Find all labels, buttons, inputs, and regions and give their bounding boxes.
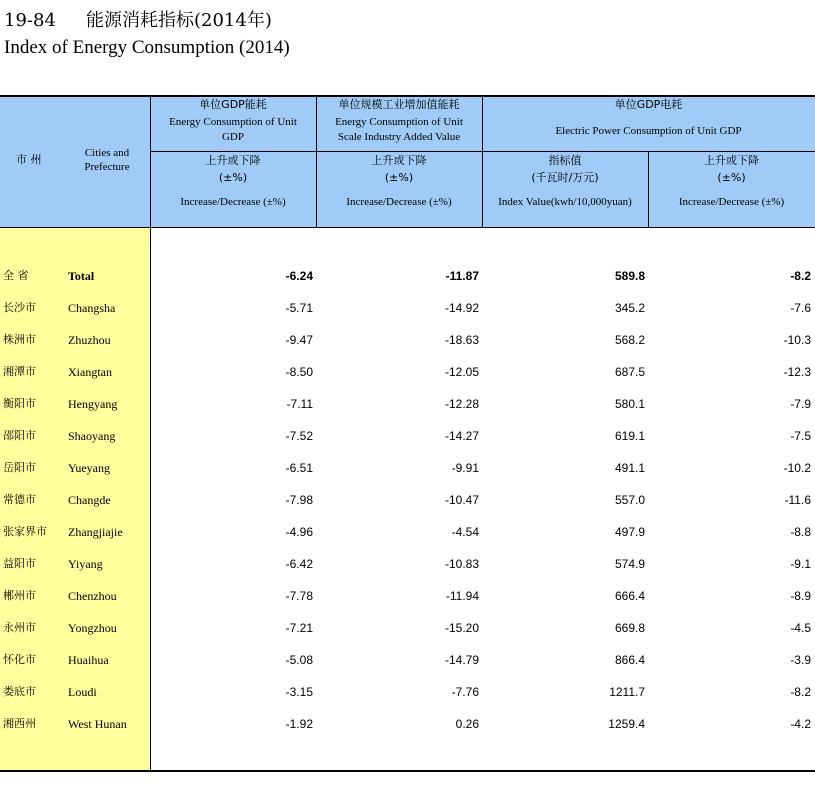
industry-energy-change: -7.76 xyxy=(451,685,479,699)
city-name-cn: 郴州市 xyxy=(3,589,36,602)
gdp-energy-change: -7.11 xyxy=(286,397,313,411)
gdp-power-index: 345.2 xyxy=(614,301,645,315)
gdp-energy-change: -5.08 xyxy=(285,653,313,667)
city-name-en: Changsha xyxy=(68,301,116,315)
gdp-energy-change: -7.78 xyxy=(285,589,313,603)
gdp-power-change: -7.9 xyxy=(790,397,811,411)
industry-energy-change: -14.27 xyxy=(444,429,479,443)
gdp-energy-change: -7.98 xyxy=(285,493,313,507)
table-number: 19-84 xyxy=(4,10,56,31)
city-name-cn: 湘西州 xyxy=(3,717,36,730)
gdp-power-index: 580.1 xyxy=(614,397,645,411)
city-name-en: Yiyang xyxy=(68,557,103,571)
gdp-energy-change: -1.92 xyxy=(285,717,313,731)
city-name-en: Changde xyxy=(68,493,111,507)
title-cn-text: 能源消耗指标(2014年) xyxy=(86,10,272,31)
city-name-en: Hengyang xyxy=(68,397,118,411)
gdp-power-index: 491.1 xyxy=(614,461,645,475)
gdp-power-index: 574.9 xyxy=(614,557,645,571)
gdp-energy-change: -4.96 xyxy=(285,525,313,539)
subheader-change-3: 上升或下降 (±%) Increase/Decrease (±%) xyxy=(678,154,785,208)
gdp-power-change: -7.5 xyxy=(790,429,811,443)
table-row xyxy=(0,324,815,356)
city-name-en: Chenzhou xyxy=(68,589,117,603)
gdp-power-index: 619.1 xyxy=(614,429,645,443)
city-name-cn: 邵阳市 xyxy=(3,429,36,442)
industry-energy-change: -9.91 xyxy=(451,461,479,475)
table-row xyxy=(0,420,815,452)
gdp-power-index: 557.0 xyxy=(614,493,645,507)
header-group-gdp-energy: 单位GDP能耗 Energy Consumption of Unit GDP xyxy=(169,98,297,143)
industry-energy-change: -4.54 xyxy=(451,525,479,539)
table-row xyxy=(0,612,815,644)
city-name-en: Shaoyang xyxy=(68,429,116,443)
city-name-en: Xiangtan xyxy=(68,365,112,379)
gdp-power-index: 687.5 xyxy=(614,365,645,379)
gdp-power-index: 1211.7 xyxy=(609,685,645,699)
gdp-power-change: -10.3 xyxy=(783,333,811,347)
table-bottom-rule xyxy=(0,770,815,772)
gdp-power-change: -8.2 xyxy=(790,269,811,283)
table-row-total xyxy=(0,260,815,292)
gdp-power-index: 669.8 xyxy=(614,621,645,635)
table-top-rule xyxy=(0,95,815,97)
gdp-power-index: 666.4 xyxy=(614,589,645,603)
gdp-energy-change: -3.15 xyxy=(285,685,313,699)
city-name-cn: 张家界市 xyxy=(3,525,47,538)
city-name-en: Zhangjiajie xyxy=(68,525,123,539)
gdp-energy-change: -6.24 xyxy=(285,269,313,283)
city-name-cn: 怀化市 xyxy=(3,653,36,666)
industry-energy-change: -14.92 xyxy=(444,301,479,315)
page-title-en: Index of Energy Consumption (2014) xyxy=(4,37,290,58)
gdp-power-index: 589.8 xyxy=(614,269,645,283)
table-row xyxy=(0,452,815,484)
city-name-cn: 衡阳市 xyxy=(3,397,36,410)
city-name-en: Loudi xyxy=(68,685,97,699)
table-row xyxy=(0,484,815,516)
gdp-power-change: -10.2 xyxy=(783,461,811,475)
gdp-power-change: -3.9 xyxy=(790,653,811,667)
industry-energy-change: -14.79 xyxy=(444,653,479,667)
industry-energy-change: -10.47 xyxy=(444,493,479,507)
gdp-power-change: -9.1 xyxy=(790,557,811,571)
gdp-energy-change: -7.21 xyxy=(285,621,313,635)
gdp-power-index: 497.9 xyxy=(614,525,645,539)
subheader-index-value: 指标值 (千瓦时/万元) Index Value(kwh/10,000yuan) xyxy=(498,154,632,208)
table-row xyxy=(0,580,815,612)
city-name-cn: 常德市 xyxy=(3,493,36,506)
industry-energy-change: -18.63 xyxy=(444,333,479,347)
gdp-power-change: -8.9 xyxy=(790,589,811,603)
city-name-cn: 全 省 xyxy=(3,269,29,282)
city-name-cn: 株洲市 xyxy=(3,333,36,346)
industry-energy-change: -15.20 xyxy=(444,621,479,635)
table-row xyxy=(0,644,815,676)
table-row xyxy=(0,292,815,324)
page-title-cn xyxy=(4,6,272,32)
city-name-cn: 湘潭市 xyxy=(3,365,36,378)
gdp-power-change: -7.6 xyxy=(790,301,811,315)
table-row xyxy=(0,548,815,580)
header-bottom-rule xyxy=(0,227,815,228)
industry-energy-change: 0.26 xyxy=(455,717,479,731)
gdp-power-index: 1259.4 xyxy=(608,717,645,731)
industry-energy-change: -12.05 xyxy=(444,365,479,379)
header-group-industry-energy: 单位规模工业增加值能耗 Energy Consumption of Unit Scale Industry Added Value xyxy=(335,98,463,143)
gdp-energy-change: -9.47 xyxy=(285,333,313,347)
industry-energy-change: -11.94 xyxy=(445,589,479,603)
gdp-power-change: -8.8 xyxy=(790,525,811,539)
subheader-change-1: 上升或下降 (±%) Increase/Decrease (±%) xyxy=(180,154,286,208)
city-name-cn: 永州市 xyxy=(3,621,36,634)
gdp-energy-change: -5.71 xyxy=(285,301,313,315)
gdp-power-index: 866.4 xyxy=(614,653,645,667)
table-row xyxy=(0,676,815,708)
gdp-energy-change: -6.42 xyxy=(285,557,313,571)
city-name-en: Yongzhou xyxy=(68,621,117,635)
gdp-power-change: -4.5 xyxy=(790,621,811,635)
gdp-energy-change: -6.51 xyxy=(285,461,313,475)
table-row xyxy=(0,708,815,740)
table-row xyxy=(0,356,815,388)
header-city-cn: 市 州 xyxy=(16,153,42,166)
header-city-en: Cities and Prefecture xyxy=(84,147,130,174)
city-name-cn: 长沙市 xyxy=(3,301,36,314)
gdp-power-index: 568.2 xyxy=(614,333,645,347)
city-name-en: Total xyxy=(68,269,95,283)
industry-energy-change: -12.28 xyxy=(444,397,479,411)
industry-energy-change: -10.83 xyxy=(444,557,479,571)
city-name-en: West Hunan xyxy=(68,717,127,731)
gdp-power-change: -12.3 xyxy=(783,365,811,379)
gdp-power-change: -11.6 xyxy=(784,493,811,507)
city-name-cn: 娄底市 xyxy=(3,685,36,698)
table-row xyxy=(0,516,815,548)
gdp-power-change: -4.2 xyxy=(790,717,811,731)
city-name-cn: 岳阳市 xyxy=(3,461,36,474)
city-name-en: Zhuzhou xyxy=(68,333,111,347)
header-group-gdp-power: 单位GDP电耗 Electric Power Consumption of Unit GDP xyxy=(555,98,742,138)
table-row xyxy=(0,388,815,420)
industry-energy-change: -11.87 xyxy=(445,269,479,283)
city-name-en: Yueyang xyxy=(68,461,110,475)
gdp-energy-change: -8.50 xyxy=(285,365,313,379)
gdp-energy-change: -7.52 xyxy=(285,429,313,443)
subheader-change-2: 上升或下降 (±%) Increase/Decrease (±%) xyxy=(346,154,452,208)
city-name-en: Huaihua xyxy=(68,653,109,667)
city-name-cn: 益阳市 xyxy=(3,557,36,570)
gdp-power-change: -8.2 xyxy=(790,685,811,699)
